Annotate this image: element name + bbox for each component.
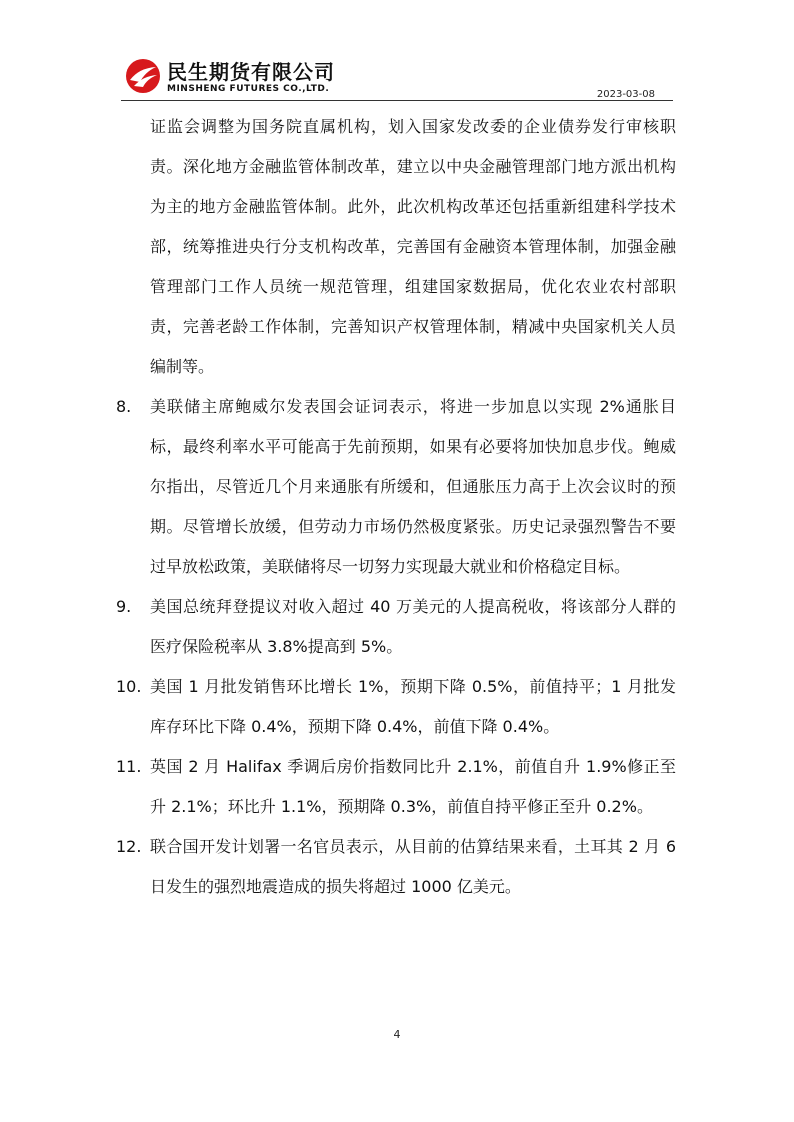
list-item (116, 587, 676, 667)
list-item (116, 387, 676, 587)
list-item-number: 12. (116, 837, 142, 856)
minsheng-logo-icon (125, 58, 161, 94)
list-item-text: 联合国开发计划署一名官员表示，从目前的估算结果来看，土耳其 2 月 6 日发生的强烈地震造成的损失将超过 1000 亿美元。 (150, 837, 676, 896)
continued-paragraph: 证监会调整为国务院直属机构，划入国家发改委的企业债券发行审核职责。深化地方金融监管体制改革，建立以中央金融管理部门地方派出机构为主的地方金融监管体制。此外，此次机构改革还包括重新组建科学技术部，统筹推进央行分支机构改革，完善国有金融资本管理体制，加强金融管理部门工作人员统一规范管理，组建国家数据局，优化农业农村部职责，完善老龄工作体制，完善知识产权管理体制，精减中央国家机关人员编制等。 (150, 117, 676, 376)
page-number: 4 (393, 1028, 401, 1041)
company-name-en: MINSHENG FUTURES CO.,LTD. (167, 84, 330, 94)
list-item-text: 美国总统拜登提议对收入超过 40 万美元的人提高税收，将该部分人群的医疗保险税率从 3.8%提高到 5%。 (150, 597, 676, 656)
header-divider (121, 100, 673, 101)
report-date: 2023-03-08 (596, 89, 655, 100)
list-item (116, 747, 676, 827)
list-item-number: 9. (116, 597, 132, 616)
company-name-cn: 民生期货有限公司 (167, 60, 335, 84)
list-item (116, 667, 676, 747)
list-item-number: 8. (116, 397, 132, 416)
page-header (121, 52, 673, 102)
document-body (116, 107, 676, 907)
list-item-number: 10. (116, 677, 142, 696)
list-item-text: 美联储主席鲍威尔发表国会证词表示，将进一步加息以实现 2%通胀目标，最终利率水平可能高于先前预期，如果有必要将加快加息步伐。鲍威尔指出，尽管近几个月来通胀有所缓和，但通胀压力高于上次会议时的预期。尽管增长放缓，但劳动力市场仍然极度紧张。历史记录强烈警告不要过早放松政策，美联储将尽一切努力实现最大就业和价格稳定目标。 (150, 397, 676, 576)
list-item (116, 827, 676, 907)
list-item-text: 美国 1 月批发销售环比增长 1%，预期下降 0.5%，前值持平；1 月批发库存环比下降 0.4%，预期下降 0.4%，前值下降 0.4%。 (150, 677, 676, 736)
list-item-number: 11. (116, 757, 142, 776)
list-item-text: 英国 2 月 Halifax 季调后房价指数同比升 2.1%，前值自升 1.9%修正至升 2.1%；环比升 1.1%，预期降 0.3%，前值自持平修正至升 0.2%。 (150, 757, 676, 816)
